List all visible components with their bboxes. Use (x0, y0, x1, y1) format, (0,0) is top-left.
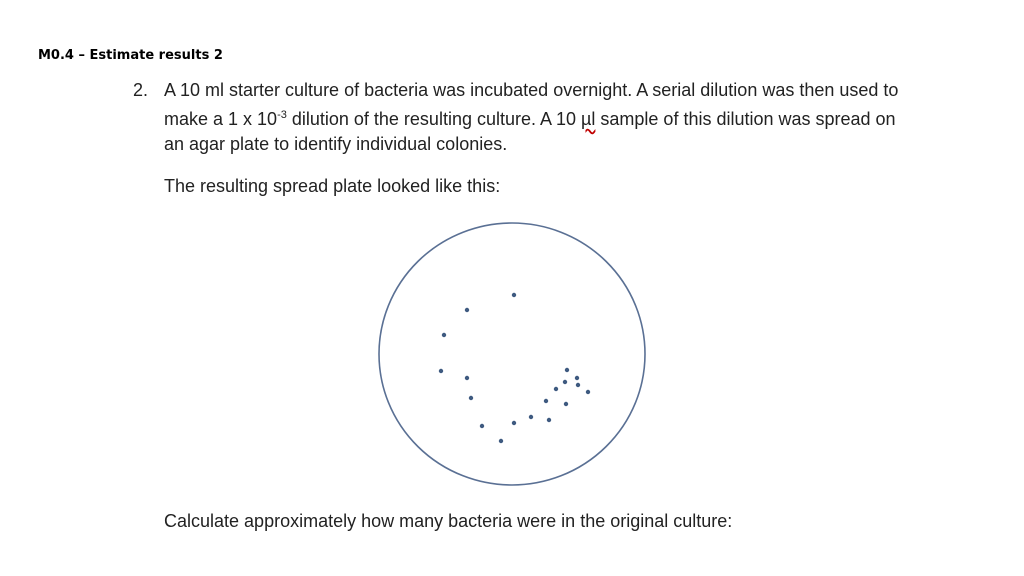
bacterial-colonies (439, 293, 590, 443)
colony-dot (529, 415, 533, 419)
slide-title: M0.4 – Estimate results 2 (38, 48, 223, 63)
colony-dot (465, 308, 469, 312)
colony-dot (547, 418, 551, 422)
question-block (133, 78, 913, 157)
colony-dot (499, 439, 503, 443)
colony-dot (554, 387, 558, 391)
colony-dot (544, 399, 548, 403)
colony-dot (576, 383, 580, 387)
colony-dot (469, 396, 473, 400)
colony-dot (563, 380, 567, 384)
colony-dot (575, 376, 579, 380)
colony-dot (512, 421, 516, 425)
colony-dot (564, 402, 568, 406)
colony-dot (442, 333, 446, 337)
calculation-prompt: Calculate approximately how many bacteria were in the original culture: (164, 511, 733, 531)
dilution-exponent: -3 (277, 109, 287, 121)
plate-caption: The resulting spread plate looked like this: (164, 176, 501, 196)
question-number: 2. (133, 80, 149, 100)
question-text-part2: dilution of the resulting culture. A 10 (286, 109, 582, 129)
colony-dot (586, 390, 590, 394)
colony-dot (465, 376, 469, 380)
agar-plate-diagram (370, 215, 660, 495)
question-text-part3: sample of this dilution was spread on an agar plate to identify individual colonies. (164, 109, 896, 154)
colony-dot (512, 293, 516, 297)
colony-dot (439, 369, 443, 373)
agar-plate-outline (379, 223, 645, 485)
question-text-part1: A 10 ml starter culture of bacteria was incubated overnight. A serial dilution was then used to make a 1 x 10 (164, 80, 899, 129)
microlitre-unit: µl (581, 109, 596, 129)
colony-dot (565, 368, 569, 372)
question-text (164, 78, 913, 157)
colony-dot (480, 424, 484, 428)
